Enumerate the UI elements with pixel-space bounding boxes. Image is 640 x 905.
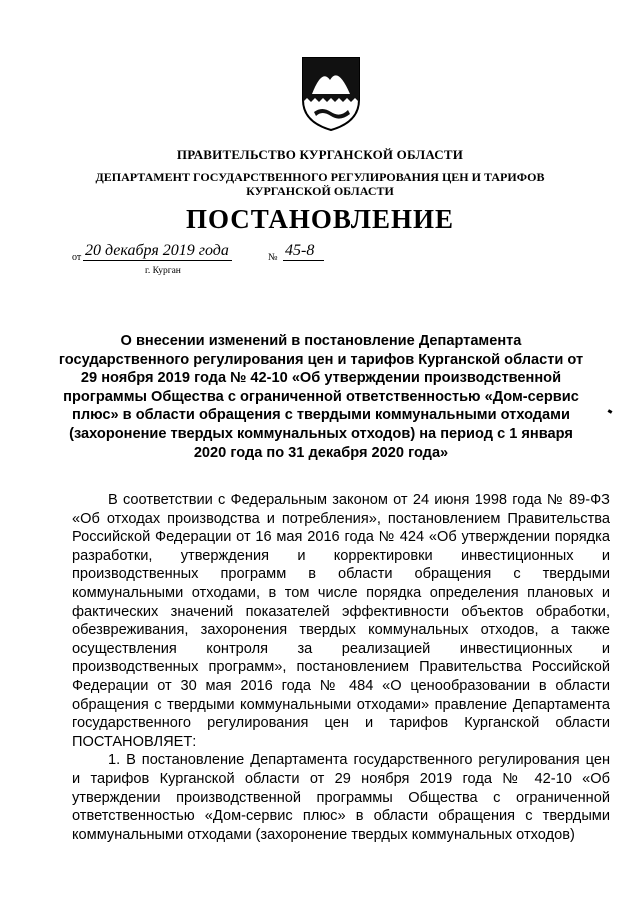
coat-of-arms-icon [300, 56, 362, 132]
document-title: ПОСТАНОВЛЕНИЕ [185, 204, 455, 234]
city-name: г. Курган [145, 266, 181, 276]
scan-mark [608, 409, 613, 414]
date-from-label: от [72, 252, 82, 263]
department-name-line2: КУРГАНСКОЙ ОБЛАСТИ [246, 184, 394, 198]
document-number: 45-8 [283, 242, 324, 261]
body-paragraph-1: В соответствии с Федеральным законом от 24 июня 1998 года № 89-ФЗ «Об отходах производства и потребления», постановлением Правительства Российской Федерации от 16 мая 2016 года № 424 «Об утверждении порядка разработки, утверждения и корректировки инвестиционных и производственных программ в области обращения с твердыми коммунальными отходами, в том числе порядка определения плановых и фактических значений показателей эффективности объектов обработки, обезвреживания, захоронения твердых коммунальных отходов, а также осуществления контроля за реализацией инвестиционных и производственных программ», постановлением Правительства Российской Федерации от 30 мая 2016 года № 484 «О ценообразовании в области обращения с твердыми коммунальными отходами» правление Департамента государственного регулирования цен и тарифов Курганской области ПОСТАНОВЛЯЕТ: [72, 492, 610, 750]
date-number-line [72, 242, 372, 268]
document-subject: О внесении изменений в постановление Департамента государственного регулирования цен и тарифов Курганской области от 29 ноября 2019 года № 42-10 «Об утверждении производственной программы Общества с ограниченной ответственностью «Дом-сервис плюс» в области обращения с твердыми коммунальными отходами (захоронение твердых коммунальных отходов) на период с 1 января 2020 года по 31 декабря 2020 года» [58, 333, 584, 461]
document-date: 20 декабря 2019 года [83, 242, 232, 261]
body-paragraph-2: 1. В постановление Департамента государственного регулирования цен и тарифов Курганской области от 29 ноября 2019 года № 42-10 «Об утверждении производственной программы Общества с ограниченной ответственностью «Дом-сервис плюс» в области обращения с твердыми коммунальными отходами (захоронение твердых коммунальных отходов) [72, 752, 610, 843]
document-body [72, 491, 610, 844]
number-label: № [268, 252, 278, 263]
department-name-line1: ДЕПАРТАМЕНТ ГОСУДАРСТВЕННОГО РЕГУЛИРОВАНИЯ ЦЕН И ТАРИФОВ [95, 170, 545, 184]
government-name: ПРАВИТЕЛЬСТВО КУРГАНСКОЙ ОБЛАСТИ [176, 147, 464, 162]
department-name [0, 170, 640, 198]
